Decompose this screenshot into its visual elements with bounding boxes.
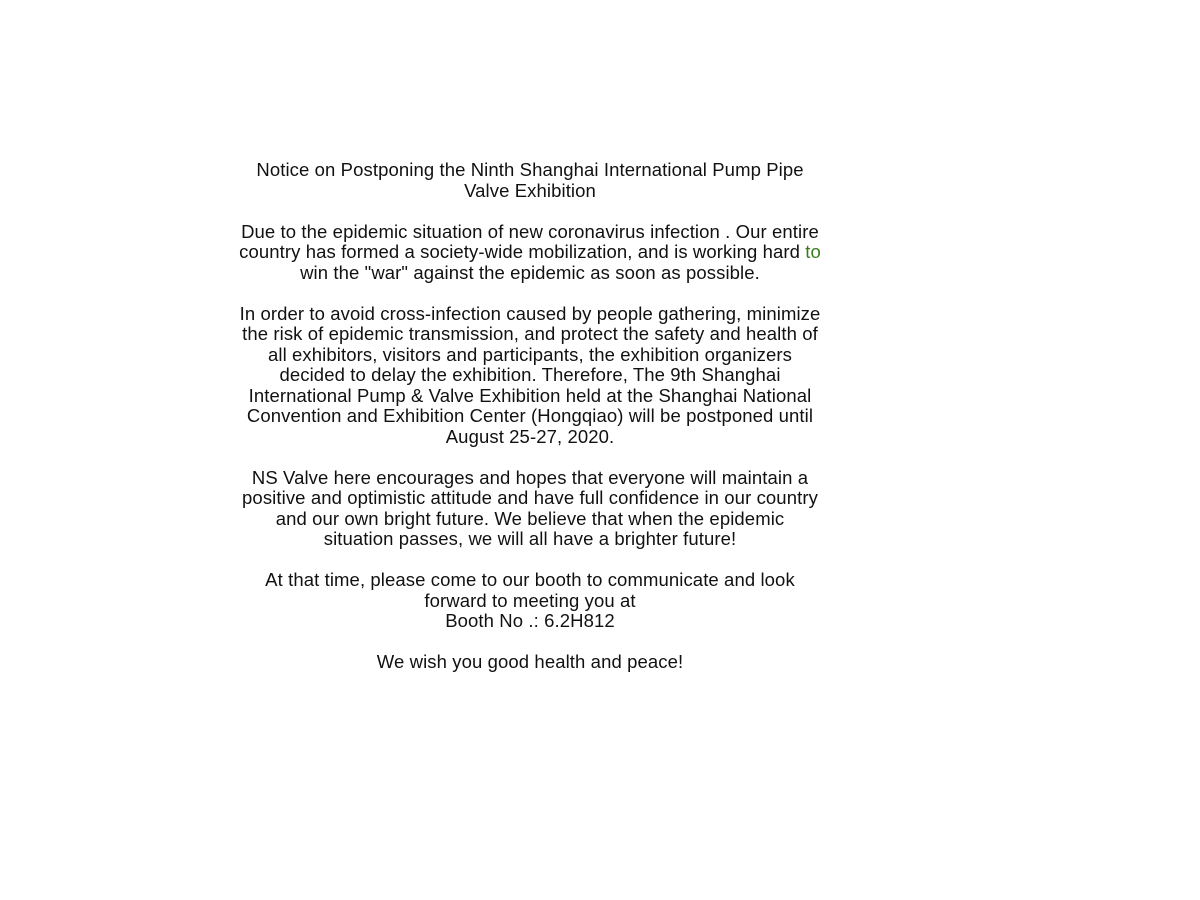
paragraph-booth-invitation [160, 570, 900, 632]
paragraph-line: At that time, please come to our booth to communicate and look [265, 569, 795, 590]
paragraph-line: NS Valve here encourages and hopes that everyone will maintain a [251, 466, 809, 488]
highlighted-word: to [805, 241, 821, 262]
paragraph-postponement [160, 304, 900, 448]
paragraph-epidemic-situation [160, 222, 900, 284]
paragraph-line: August 25-27, 2020. [445, 425, 615, 447]
paragraph-line: Convention and Exhibition Center (Hongqiao) will be postponed until [246, 405, 814, 426]
closing-line: We wish you good health and peace! [376, 651, 684, 672]
paragraph-line [160, 242, 900, 263]
paragraph-line: all exhibitors, visitors and participants, the exhibition organizers [267, 343, 793, 365]
closing-wish [160, 652, 900, 673]
paragraph-line: situation passes, we will all have a brighter future! [323, 528, 737, 549]
title-line: Valve Exhibition [464, 179, 596, 201]
paragraph-encouragement [160, 468, 900, 550]
paragraph-line: the risk of epidemic transmission, and protect the safety and health of [242, 323, 818, 344]
notice-title [160, 160, 900, 201]
paragraph-line: Due to the epidemic situation of new coronavirus infection . Our entire [241, 220, 819, 242]
paragraph-line: forward to meeting you at [424, 589, 636, 611]
paragraph-line: In order to avoid cross-infection caused by people gathering, minimize [239, 302, 821, 324]
paragraph-line: decided to delay the exhibition. Therefore, The 9th Shanghai [279, 364, 781, 385]
booth-number: Booth No .: 6.2H812 [445, 610, 615, 631]
paragraph-line: win the "war" against the epidemic as soon as possible. [300, 261, 760, 283]
paragraph-line-text: country has formed a society-wide mobilization, and is working hard [239, 241, 806, 262]
title-line: Notice on Postponing the Ninth Shanghai International Pump Pipe [256, 159, 804, 180]
paragraph-line: International Pump & Valve Exhibition held at the Shanghai National [248, 384, 812, 406]
paragraph-line: positive and optimistic attitude and have full confidence in our country [242, 487, 818, 508]
paragraph-line: and our own bright future. We believe that when the epidemic [275, 507, 785, 529]
notice-document [160, 160, 900, 693]
